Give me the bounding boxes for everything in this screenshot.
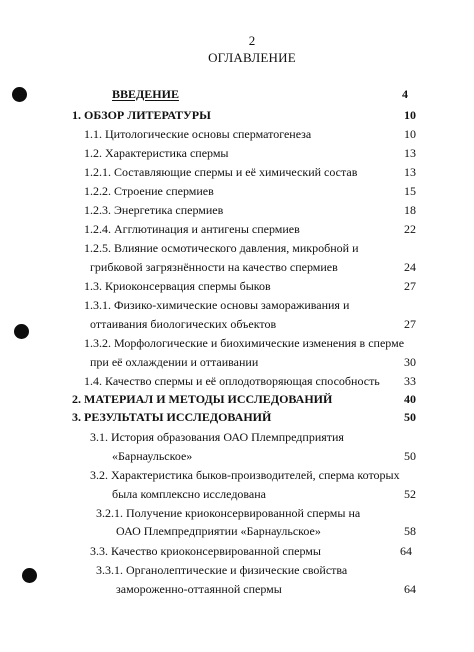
toc-entry-page: 33 [404,374,416,388]
toc-entry-page: 64 [404,582,416,596]
page-number: 2 [248,33,256,48]
toc-entry-title: при её охлаждении и оттаивании [90,355,259,369]
toc-entry-title: 1.3.1. Физико-химические основы замораживания и [84,298,350,312]
toc-entry-title: 1.2.3. Энергетика спермиев [84,203,224,217]
toc-entry-title: грибковой загрязнённости на качество спермиев [90,260,338,274]
toc-entry-page: 27 [404,317,416,331]
toc-entry-page: 64 [400,544,412,558]
toc-entry-title: была комплексно исследована [112,487,267,501]
toc-entry-title: 1.2.1. Составляющие спермы и её химический состав [84,165,358,179]
toc-entry-title: 3.2. Характеристика быков-производителей, сперма которых [90,468,400,482]
toc-entry-title: 3. РЕЗУЛЬТАТЫ ИССЛЕДОВАНИЙ [72,410,272,424]
toc-entry-title: 3.3. Качество криоконсервированной спермы [90,544,321,558]
toc-entry-title: 3.2.1. Получение криоконсервированной спермы на [96,506,361,520]
toc-entry-page: 13 [404,146,416,160]
toc-entry-page: 10 [404,127,416,141]
toc-entry-title: 1.2. Характеристика спермы [84,146,229,160]
toc-entry-title: 3.3.1. Органолептические и физические свойства [96,563,348,577]
toc-entry-page: 10 [404,108,416,122]
toc-entry-title: ОАО Племпредприятии «Барнаульское» [116,524,321,538]
toc-entry-page: 18 [404,203,416,217]
toc-entry-title: 1.2.4. Агглютинация и антигены спермиев [84,222,300,236]
toc-entry-page: 4 [402,87,408,101]
toc-entry-title: ВВЕДЕНИЕ [112,87,179,101]
toc-entry-title: 1.4. Качество спермы и её оплодотворяющая способность [84,374,380,388]
toc-entry-page: 52 [404,487,416,501]
toc-entry-page: 58 [404,524,416,538]
toc-entry-page: 24 [404,260,416,274]
toc-entry-page: 40 [404,392,416,406]
toc-entry-page: 22 [404,222,416,236]
toc-entry-title: 1. ОБЗОР ЛИТЕРАТУРЫ [72,108,211,122]
toc-entry-title: «Барнаульское» [112,449,193,463]
toc-entry-title: оттаивания биологических объектов [90,317,277,331]
toc-entry-page: 27 [404,279,416,293]
toc-entry-title: 2. МАТЕРИАЛ И МЕТОДЫ ИССЛЕДОВАНИЙ [72,392,333,406]
toc-entry-title: 1.1. Цитологические основы сперматогенеза [84,127,312,141]
toc-entry-title: 1.2.5. Влияние осмотического давления, микробной и [84,241,359,255]
toc-entry-title: 1.3. Криоконсервация спермы быков [84,279,271,293]
toc-heading: ОГЛАВЛЕНИЕ [208,50,296,65]
toc-entry-page: 50 [404,449,416,463]
toc-entry-title: 1.3.2. Морфологические и биохимические изменения в сперме [84,336,405,350]
toc-entry-title: замороженно-оттаянной спермы [116,582,282,596]
toc-entry-page: 30 [404,355,416,369]
toc-entry-page: 13 [404,165,416,179]
toc-entry-page: 15 [404,184,416,198]
toc-entry-title: 1.2.2. Строение спермиев [84,184,214,198]
toc-entry-page: 50 [404,410,416,424]
toc-entry-title: 3.1. История образования ОАО Племпредприятия [90,430,344,444]
